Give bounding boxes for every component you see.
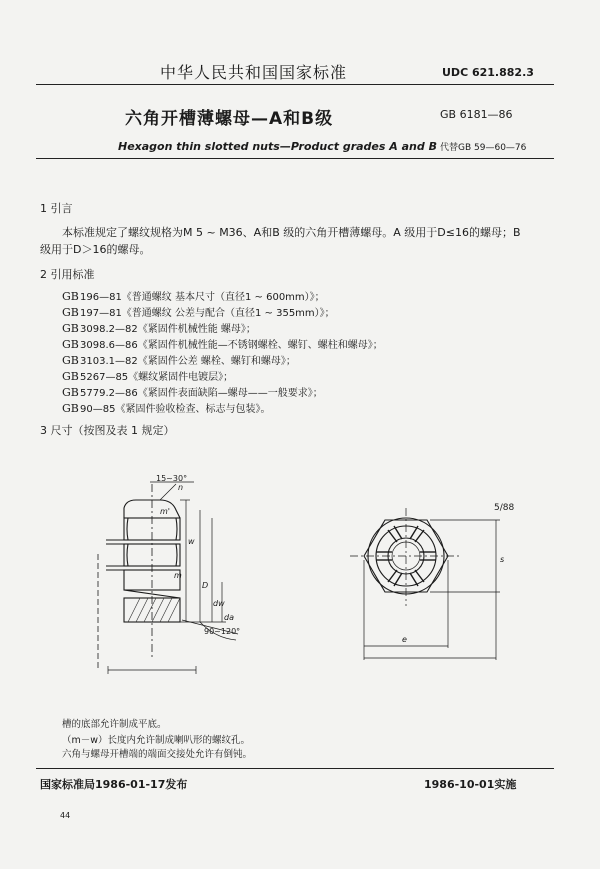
label-dw: dw bbox=[213, 599, 225, 608]
document-title: 六角开槽薄螺母—A和B级 bbox=[125, 109, 334, 129]
english-title: Hexagon thin slotted nuts—Product grades A and B bbox=[118, 140, 437, 153]
page-number: 44 bbox=[60, 811, 71, 820]
reference-item bbox=[62, 320, 256, 335]
reference-item bbox=[62, 400, 270, 415]
label-s: s bbox=[500, 555, 505, 564]
replaces-note: 代替GB 59—60—76 bbox=[440, 143, 527, 153]
ref-code: GB bbox=[62, 370, 79, 383]
reference-item bbox=[62, 288, 325, 303]
ref-code: GB bbox=[62, 322, 79, 335]
reference-item bbox=[62, 368, 233, 383]
footnote-3: 六角与螺母开槽端的端面交接处允许有倒钝。 bbox=[62, 749, 253, 760]
effective-date: 1986-10-01实施 bbox=[424, 778, 517, 791]
angle-top-label: 15~30° bbox=[156, 474, 188, 483]
label-m-prime: m' bbox=[160, 507, 170, 516]
ref-text: 3098.2—82《紧固件机械性能 螺母》； bbox=[80, 324, 256, 335]
ref-text: 5267—85《螺纹紧固件电镀层》； bbox=[80, 372, 234, 383]
udc-code: UDC 621.882.3 bbox=[442, 66, 534, 79]
ref-text: 196—81《普通螺纹 基本尺寸（直径1 ~ 600mm）》； bbox=[80, 292, 325, 303]
ref-code: GB bbox=[62, 338, 79, 351]
footnote-1: 槽的底部允许制成平底。 bbox=[62, 719, 167, 730]
nut-figure bbox=[0, 470, 600, 710]
corner-mark: 5/88 bbox=[494, 503, 515, 513]
label-w: w bbox=[188, 537, 195, 546]
reference-item bbox=[62, 384, 323, 399]
title-rule bbox=[36, 158, 554, 159]
section-3-heading: 3 尺寸（按图及表 1 规定） bbox=[40, 424, 175, 437]
footnote-2: （m－w）长度内允许制成喇叭形的螺纹孔。 bbox=[62, 735, 251, 746]
label-e: e bbox=[402, 635, 407, 644]
reference-item bbox=[62, 304, 335, 319]
ref-text: 3098.6—86《紧固件机械性能—不锈钢螺栓、螺钉、螺柱和螺母》； bbox=[80, 340, 383, 351]
ref-text: 3103.1—82《紧固件公差 螺栓、螺钉和螺母》； bbox=[80, 356, 296, 367]
reference-item bbox=[62, 336, 383, 351]
section-1-heading: 1 引言 bbox=[40, 202, 73, 215]
ref-code: GB bbox=[62, 306, 79, 319]
ref-code: GB bbox=[62, 402, 79, 415]
ref-text: 197—81《普通螺纹 公差与配合（直径1 ~ 355mm）》； bbox=[80, 308, 335, 319]
label-n: n bbox=[178, 483, 184, 492]
standard-org-title: 中华人民共和国国家标准 bbox=[160, 63, 348, 82]
ref-text: 90—85《紧固件验收检查、标志与包装》。 bbox=[80, 404, 271, 415]
ref-code: GB bbox=[62, 386, 79, 399]
footer-rule bbox=[36, 768, 554, 769]
issued-date: 国家标准局1986-01-17发布 bbox=[40, 778, 188, 791]
label-da: da bbox=[224, 613, 234, 622]
ref-text: 5779.2—86《紧固件表面缺陷—螺母——一般要求》； bbox=[80, 388, 323, 399]
reference-item bbox=[62, 352, 296, 367]
section-2-heading: 2 引用标准 bbox=[40, 268, 95, 281]
angle-chamfer-label: 90~120° bbox=[204, 627, 241, 636]
label-D: D bbox=[202, 581, 209, 590]
section-1-line-1: 本标准规定了螺纹规格为M 5 ~ M36、A和B 级的六角开槽薄螺母。A 级用于D≤16的螺母；B bbox=[62, 226, 521, 239]
gb-number: GB 6181—86 bbox=[440, 108, 513, 121]
header-rule bbox=[36, 84, 554, 85]
label-m: m bbox=[174, 571, 182, 580]
section-1-line-2: 级用于D＞16的螺母。 bbox=[40, 243, 151, 256]
ref-code: GB bbox=[62, 354, 79, 367]
ref-code: GB bbox=[62, 290, 79, 303]
